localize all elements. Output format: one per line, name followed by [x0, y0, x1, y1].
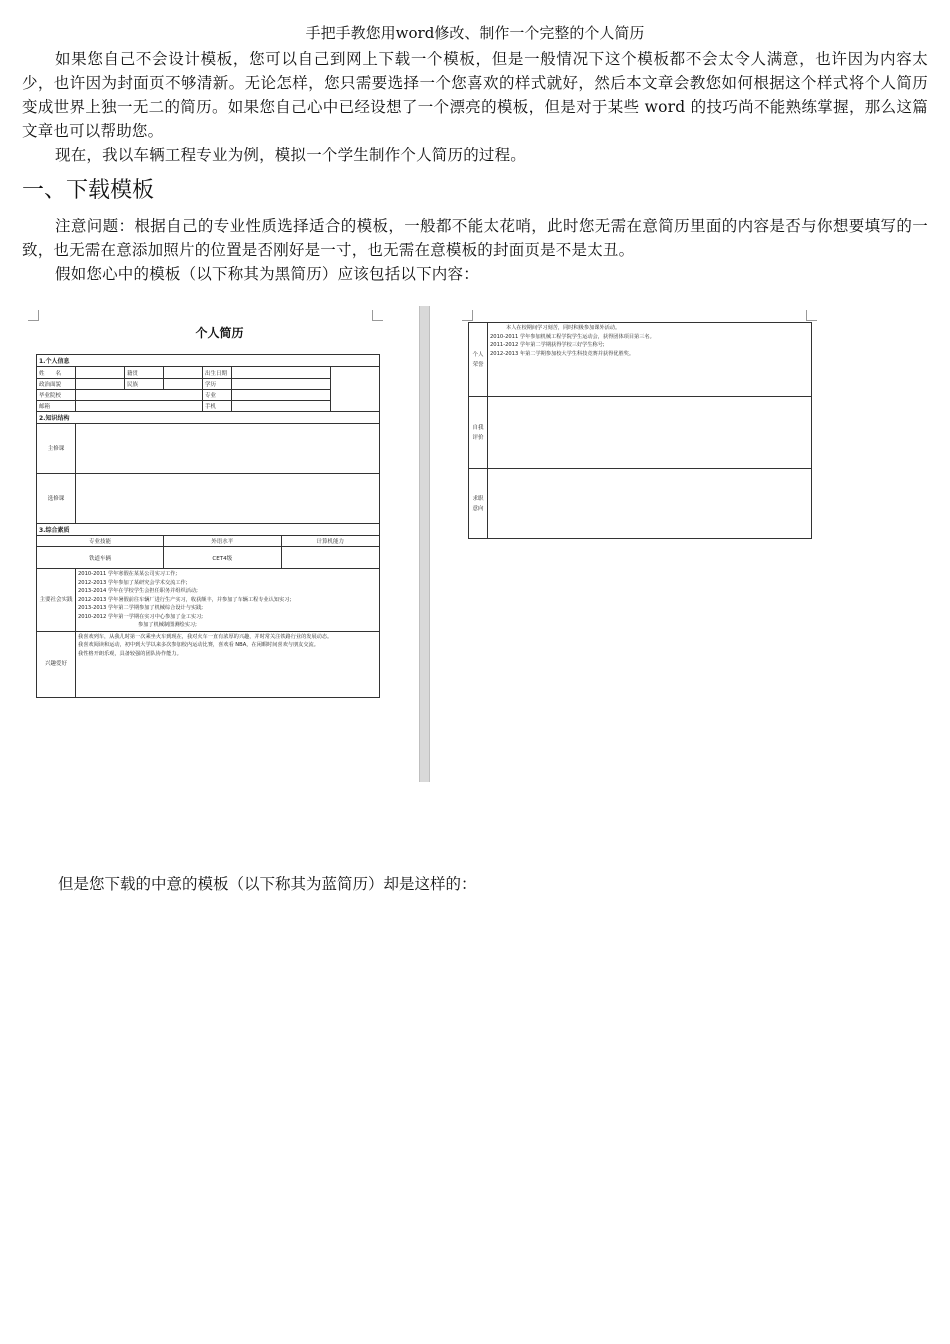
label-required-courses: 主修课 — [37, 424, 76, 474]
value-self-evaluation — [488, 397, 812, 469]
label-elective-courses: 选修课 — [37, 474, 76, 524]
list-item: 2012-2013 年第二学期参加校大学生科技竞赛并获得优胜奖。 — [490, 350, 635, 357]
label-name: 姓 名 — [37, 367, 76, 379]
value-language: CET4级 — [164, 547, 282, 569]
list-item: 参加了机械制图测绘实习; — [138, 622, 197, 628]
label-email: 邮箱 — [37, 401, 76, 412]
paragraph-black-resume: 假如您心中的模板（以下称其为黑简历）应该包括以下内容： — [55, 265, 479, 283]
corner-mark — [372, 310, 383, 321]
corner-mark — [462, 310, 473, 321]
label-honor: 个人荣誉 — [469, 323, 488, 397]
paragraph-notice: 注意问题：根据自己的专业性质选择适合的模板，一般都不能太花哨，此时您无需在意简历里面的内容是否与你想要填写的一致，也无需在意添加照片的位置是否刚好是一寸，也无需在意模板的封面页是不是太丑。 — [22, 217, 928, 259]
corner-mark — [28, 310, 39, 321]
value-email — [76, 401, 203, 412]
label-major: 专业 — [203, 390, 232, 401]
label-language: 外语水平 — [164, 536, 282, 547]
black-resume-preview — [22, 306, 928, 786]
value-hobby — [76, 631, 380, 697]
label-degree: 学历 — [203, 379, 232, 390]
list-item: 2012-2013 学年暑假前往车辆厂进行生产实习，收获颇丰，并参加了车辆工程专业认知实习; — [78, 596, 292, 603]
list-item: 本人在校期间学习刻苦，同时积极参加课外活动。 — [506, 325, 621, 331]
list-item: 2013-2014 学年在学校学生会担任职务并组织活动; — [78, 588, 198, 594]
section-overall: 3.综合素质 — [37, 524, 380, 536]
resume-page-1 — [22, 306, 417, 786]
label-hobby: 兴趣爱好 — [37, 631, 76, 697]
list-item: 2010-2011 学年参加机械工程学院学生运动会，获得团体项目第三名。 — [490, 333, 655, 340]
value-degree — [232, 379, 331, 390]
list-item: 我性格开朗乐观，具备较强的团队协作能力。 — [78, 650, 182, 657]
value-native — [164, 367, 203, 379]
paragraph-example: 现在，我以车辆工程专业为例，模拟一个学生制作个人简历的过程。 — [55, 146, 527, 164]
section-knowledge: 2.知识结构 — [37, 412, 380, 424]
label-social-practice: 主要社会实践 — [37, 569, 76, 632]
value-job-intention — [488, 469, 812, 539]
label-ethnic: 民族 — [125, 379, 164, 390]
value-required-courses — [76, 424, 380, 474]
value-phone — [232, 401, 331, 412]
list-item: 2013-2013 学年第二学期参加了机械综合设计与实践; — [78, 605, 204, 611]
label-phone: 手机 — [203, 401, 232, 412]
label-job-intention: 求职意向 — [469, 469, 488, 539]
document-title: 手把手教您用word修改、制作一个完整的个人简历 — [305, 24, 645, 42]
value-elective-courses — [76, 474, 380, 524]
value-name — [76, 367, 125, 379]
label-computer: 计算机能力 — [281, 536, 380, 547]
section-heading-download: 一、下载模板 — [22, 178, 155, 203]
resume-title: 个人简历 — [195, 326, 244, 340]
list-item: 我喜欢阅读和运动，初中到大学以来多次参加校内运动比赛，喜欢看 NBA，在闲暇时间喜欢与朋友交流。 — [78, 642, 319, 648]
value-political — [76, 379, 125, 390]
value-computer — [281, 547, 380, 569]
value-ethnic — [164, 379, 203, 390]
resume-table-page2 — [468, 322, 812, 539]
photo-cell — [331, 367, 380, 412]
list-item: 2011-2012 学年第二学期获得学校三好学生称号; — [490, 342, 605, 348]
page-separator — [419, 306, 430, 782]
value-social-practice — [76, 569, 380, 632]
label-birth: 出生日期 — [203, 367, 232, 379]
list-item: 2010-2012 学年第一学期在实习中心参加了金工实习; — [78, 613, 204, 620]
list-item: 我喜欢列车，从我儿时第一次乘坐火车到现在，我对火车一直有浓厚的兴趣，并时常关注铁路行业的发展动态。 — [78, 633, 333, 640]
label-self-evaluation: 自我评价 — [469, 397, 488, 469]
label-school: 毕业院校 — [37, 390, 76, 401]
label-political: 政治面貌 — [37, 379, 76, 390]
resume-table — [36, 354, 380, 698]
value-birth — [232, 367, 331, 379]
value-major — [232, 390, 331, 401]
value-skill: 铁道车辆 — [37, 547, 164, 569]
label-skill: 专业技能 — [37, 536, 164, 547]
list-item: 2012-2013 学年参加了某研究会学术交流工作; — [78, 579, 188, 586]
list-item: 2010-2011 学年寒假在某某公司实习工作; — [78, 571, 178, 577]
label-native: 籍贯 — [125, 367, 164, 379]
section-personal-info: 1.个人信息 — [37, 355, 380, 367]
document-body — [22, 22, 928, 286]
resume-page-2 — [462, 306, 862, 546]
paragraph-blue-resume: 但是您下载的中意的模板（以下称其为蓝简历）却是这样的： — [58, 875, 477, 893]
paragraph-intro: 如果您自己不会设计模板，您可以自己到网上下载一个模板，但是一般情况下这个模板都不会太令人满意，也许因为内容太少，也许因为封面页不够清新。无论怎样，您只需要选择一个您喜欢的样式就好，然后本文章会教您如何根据这个样式将个人简历变成世界上独一无二的简历。如果您自己心中已经设想了一个漂亮的模板，但是对于某些 word 的技巧尚不能熟练掌握，那么这篇文章也可以帮助您。 — [22, 50, 928, 140]
corner-mark — [806, 310, 817, 321]
value-honor — [488, 323, 812, 397]
value-school — [76, 390, 203, 401]
